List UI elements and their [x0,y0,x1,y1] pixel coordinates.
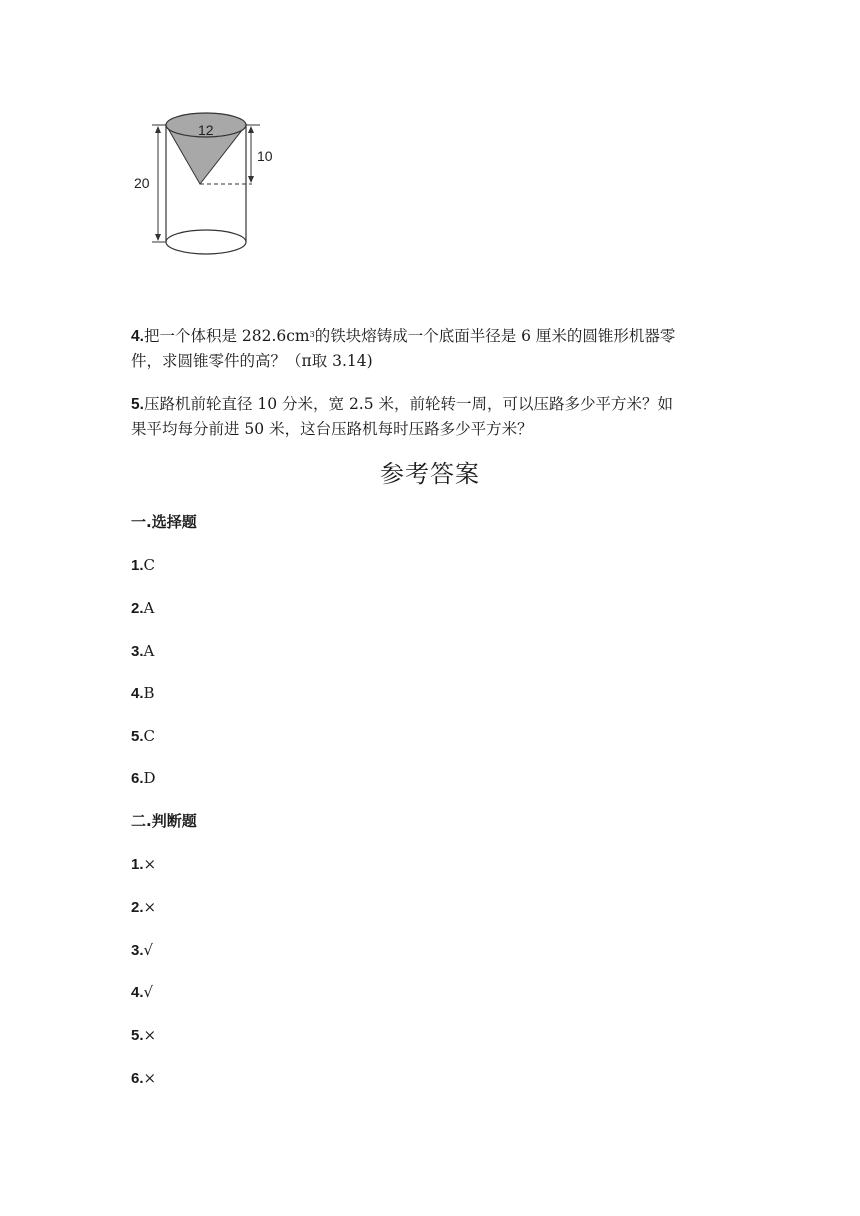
problem-text: 的铁块熔铸成一个底面半径是 6 厘米的圆锥形机器零 [314,327,676,345]
answer-value: A [143,599,155,617]
answer-value: C [143,556,155,574]
answer-number: 5. [131,728,144,745]
answer-value: √ [143,983,154,1001]
answer-value: D [143,769,156,787]
answer-item [131,597,154,620]
answer-item [131,1067,156,1090]
problem-4 [131,324,731,374]
answer-value: × [143,855,157,873]
answer-item [131,939,153,962]
answer-item [131,554,155,577]
section-heading-choice: 一.选择题 [131,513,197,531]
answer-value: √ [143,941,154,959]
answer-value: × [143,1026,157,1044]
section-heading-judgment: 二.判断题 [131,812,197,830]
problem-4-line-1 [131,324,731,349]
answer-key-title: 参考答案 [380,460,480,488]
bottom-ellipse [166,230,246,254]
answer-item [131,1024,156,1047]
answer-item [131,767,156,790]
cone-height-label: 10 [257,148,273,164]
answer-value: C [143,727,155,745]
cone-height-arrow-top [248,126,254,133]
problem-text: 把一个体积是 282.6cm [143,327,310,345]
answer-value: B [143,684,155,702]
diameter-label: 12 [198,122,214,138]
answer-number: 2. [131,600,144,617]
problem-5-line-2: 果平均每分前进 50 米，这台压路机每时压路多少平方米？ [131,420,533,438]
problem-5 [131,392,731,442]
height-arrow-top [155,126,161,133]
height-label: 20 [134,175,150,191]
answer-number: 6. [131,770,144,787]
unit-superscript: 3 [309,330,315,339]
problem-5-line-1 [131,392,731,417]
answer-item [131,682,155,705]
answer-item [131,981,153,1004]
answer-number: 3. [131,942,144,959]
cylinder-cone-figure [128,100,288,270]
answer-item [131,896,156,919]
answer-number: 6. [131,1070,144,1087]
problem-text: 压路机前轮直径 10 分米，宽 2.5 米，前轮转一周，可以压路多少平方米？如 [143,395,674,413]
answer-number: 1. [131,557,144,574]
answer-number: 2. [131,899,144,916]
height-arrow-bottom [155,234,161,241]
answer-item [131,725,155,748]
answer-value: × [143,898,157,916]
answer-item [131,853,156,876]
answer-number: 3. [131,643,144,660]
cylinder-cone-diagram [128,100,288,270]
problem-number: 5. [131,396,144,413]
problem-number: 4. [131,328,144,345]
answer-value: A [143,642,155,660]
answer-number: 4. [131,984,144,1001]
answer-number: 1. [131,856,144,873]
cone-height-arrow-bottom [248,176,254,183]
answer-item [131,640,154,663]
answer-value: × [143,1069,157,1087]
answer-number: 4. [131,685,144,702]
problem-4-line-2: 件，求圆锥零件的高？（π取 3.14) [131,352,373,370]
answer-number: 5. [131,1027,144,1044]
